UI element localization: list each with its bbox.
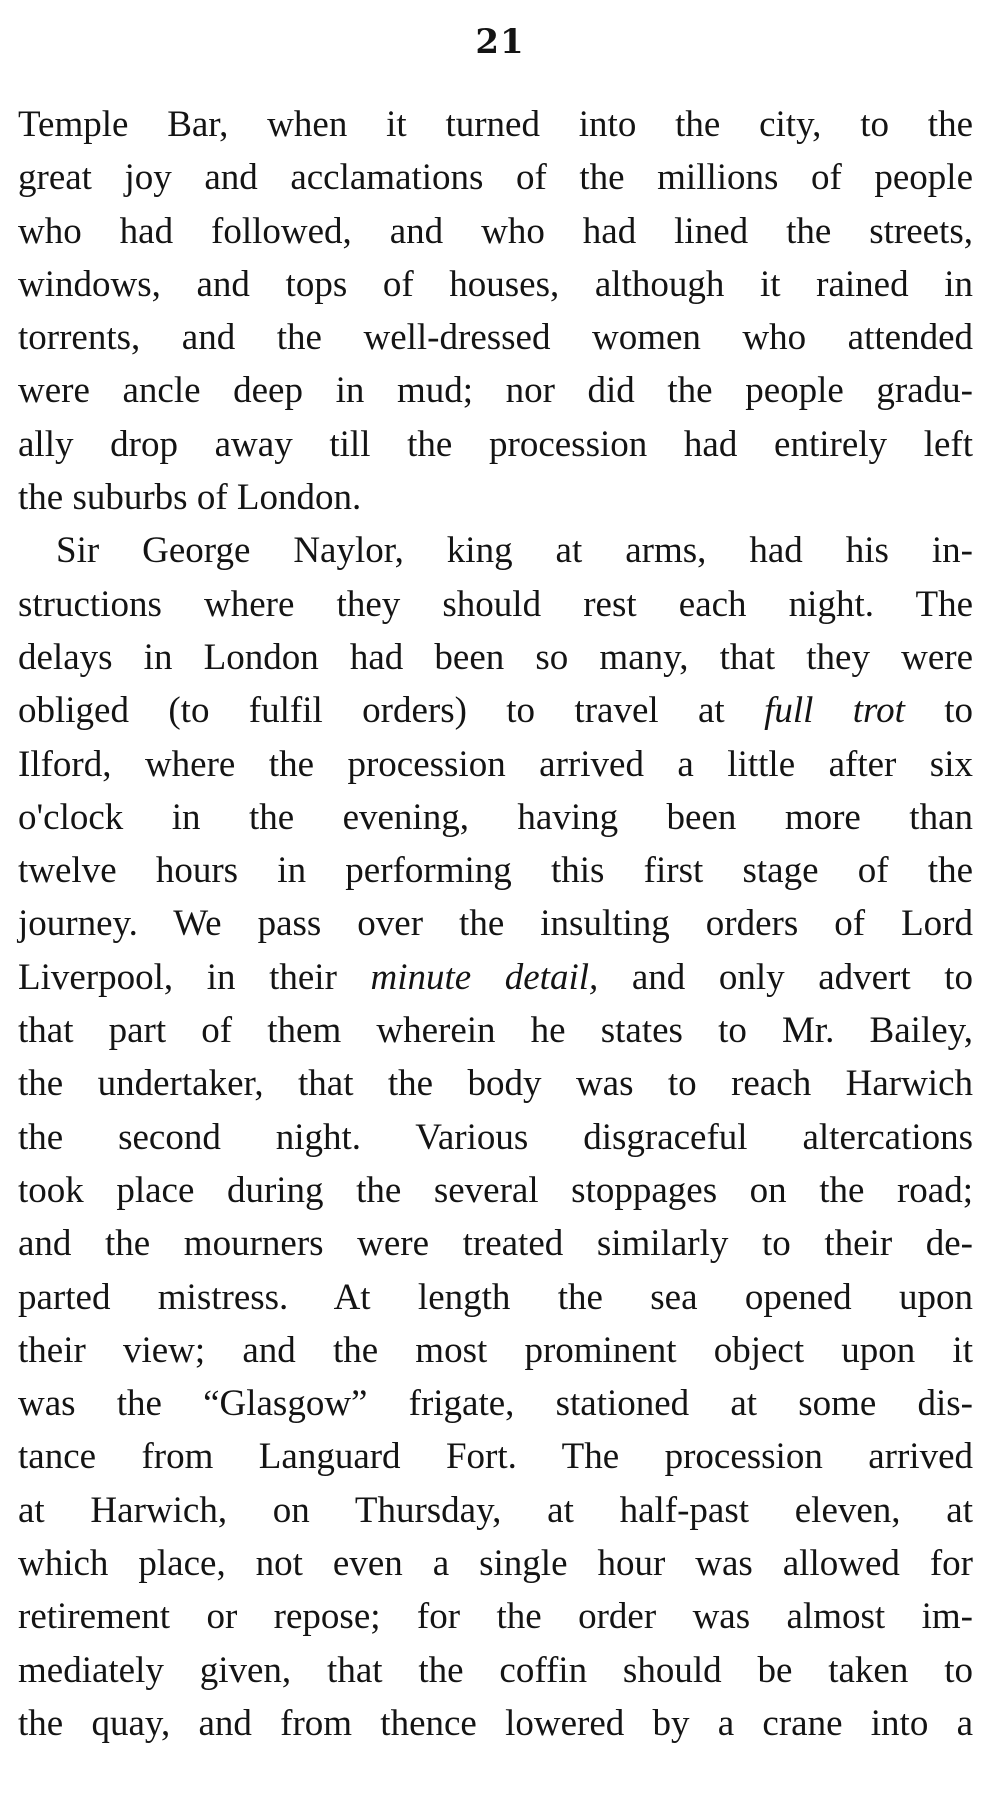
text-line: and the mourners were treated similarly to their de- [18,1223,973,1265]
text-line: their view; and the most prominent object upon it [18,1329,973,1371]
text-line: which place, not even a single hour was allowed for [18,1543,973,1585]
line-segment: Liverpool, in their [18,956,371,998]
paragraph-start-line: Sir George Naylor, king at arms, had his in- [56,530,973,572]
text-line: journey. We pass over the insulting orders of Lord [18,903,973,945]
text-line-with-italic [18,684,973,737]
text-line: at Harwich, on Thursday, at half-past eleven, at [18,1489,973,1531]
italic-phrase: full trot [764,690,905,732]
text-line: windows, and tops of houses, although it rained in [18,263,973,305]
text-line: ally drop away till the procession had entirely left [18,423,973,465]
text-line: that part of them wherein he states to Mr. Bailey, [18,1010,973,1052]
text-line: Ilford, where the procession arrived a little after six [18,743,973,785]
text-line: delays in London had been so many, that they were [18,636,973,678]
text-line: Temple Bar, when it turned into the city, to the [18,104,973,145]
text-line: structions where they should rest each night. The [18,583,973,625]
italic-phrase: minute detail, [370,956,599,998]
text-line: tance from Languard Fort. The procession arrived [18,1436,973,1478]
text-line: great joy and acclamations of the millions of people [18,157,973,199]
text-line: the quay, and from thence lowered by a crane into a [18,1702,973,1744]
text-line: mediately given, that the coffin should be taken to [18,1649,973,1691]
text-line: retirement or repose; for the order was almost im- [18,1596,973,1638]
text-line-with-italic [18,951,973,1004]
paragraph-end-line: the suburbs of London. [18,477,362,519]
text-line: the undertaker, that the body was to reach Harwich [18,1063,973,1105]
text-line: the second night. Various disgraceful altercations [18,1116,973,1158]
line-segment: and only advert to [598,956,973,998]
text-line: were ancle deep in mud; nor did the people gradu- [18,370,973,412]
text-line: parted mistress. At length the sea opened upon [18,1276,973,1318]
text-line: torrents, and the well-dressed women who attended [18,317,973,359]
page-number: 21 [475,22,525,62]
text-line: took place during the several stoppages on the road; [18,1169,973,1211]
line-segment: to [904,690,973,732]
text-line: was the “Glasgow” frigate, stationed at some dis- [18,1383,973,1425]
text-line: o'clock in the evening, having been more than [18,796,973,838]
text-line: twelve hours in performing this first stage of the [18,850,973,892]
body-text [18,98,973,1750]
text-line: who had followed, and who had lined the streets, [18,210,973,252]
line-segment: obliged (to fulfil orders) to travel at [18,690,765,732]
